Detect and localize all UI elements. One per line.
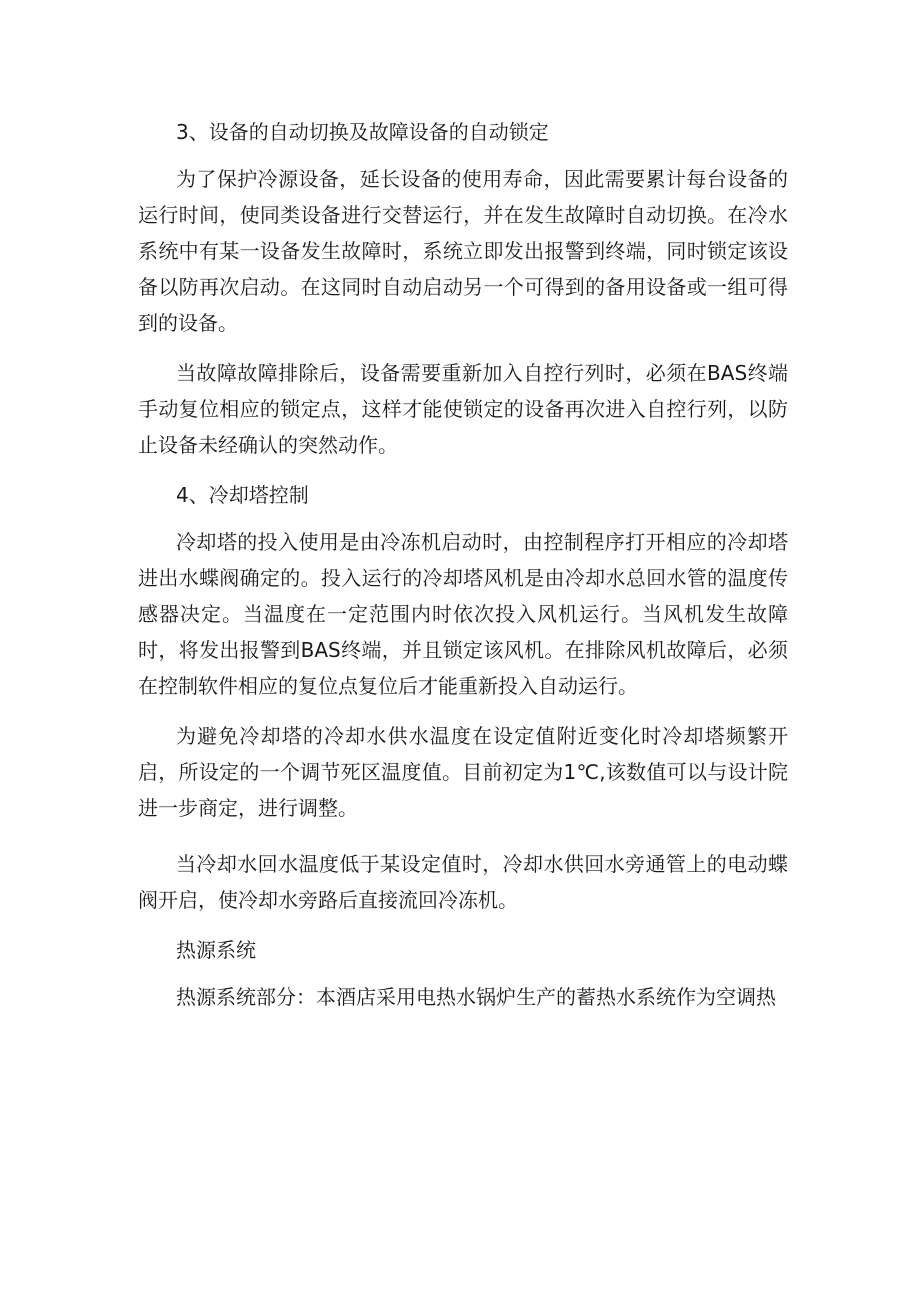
section-3-heading: 3、设备的自动切换及故障设备的自动锁定 — [176, 120, 549, 144]
section-4-paragraph-2: 为避免冷却塔的冷却水供水温度在设定值附近变化时冷却塔频繁开启，所设定的一个调节死区温度值。目前初定为1℃,该数值可以与设计院进一步商定，进行调整。 — [138, 724, 788, 820]
section-3-paragraph-1: 为了保护冷源设备，延长设备的使用寿命，因此需要累计每台设备的运行时间，使同类设备进行交替运行，并在发生故障时自动切换。在冷水系统中有某一设备发生故障时，系统立即发出报警到终端，同时锁定该设备以防再次启动。在这同时自动启动另一个可得到的备用设备或一组可得到的设备。 — [138, 167, 788, 335]
heat-source-heading: 热源系统 — [176, 938, 256, 962]
section-3-paragraph-2: 当故障故障排除后，设备需要重新加入自控行列时，必须在BAS终端手动复位相应的锁定点，这样才能使锁定的设备再次进入自控行列，以防止设备未经确认的突然动作。 — [138, 361, 788, 457]
heat-source-paragraph-1: 热源系统部分：本酒店采用电热水锅炉生产的蓄热水系统作为空调热 — [176, 985, 776, 1009]
section-4-paragraph-3: 当冷却水回水温度低于某设定值时，冷却水供回水旁通管上的电动蝶阀开启，使冷却水旁路后直接流回冷冻机。 — [138, 852, 788, 912]
section-4-heading: 4、冷却塔控制 — [176, 483, 309, 507]
section-4-paragraph-1: 冷却塔的投入使用是由冷冻机启动时，由控制程序打开相应的冷却塔进出水蝶阀确定的。投入运行的冷却塔风机是由冷却水总回水管的温度传感器决定。当温度在一定范围内时依次投入风机运行。当风机发生故障时，将发出报警到BAS终端，并且锁定该风机。在排除风机故障后，必须在控制软件相应的复位点复位后才能重新投入自动运行。 — [138, 530, 788, 698]
document-body — [138, 114, 788, 1015]
